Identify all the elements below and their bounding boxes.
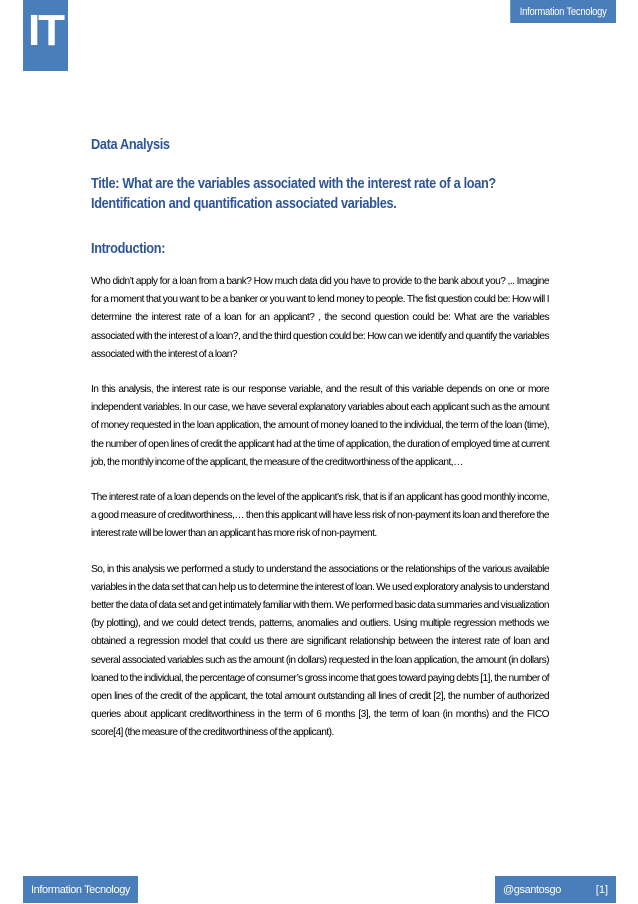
introduction-heading: Introduction: (91, 241, 166, 257)
paragraph: The interest rate of a loan depends on the level of the applicant’s risk, that is if an applicant has good monthly income, a good measure of creditworthiness,… then this applicant will have less risk of non-payment its loan and therefore the interest rate will be lower than an applicant has more risk of non-payment. (91, 492, 549, 540)
paragraph: In this analysis, the interest rate is our response variable, and the result of this variable depends on one or more independent variables. In our case, we have several explanatory variables about each applicant such as the amount of money requested in the loan application, the amount of money loaned to the individual, the term of the loan (time), the number of open lines of credit the applicant had at the time of application, the duration of employed time at current job, the monthly income of the applicant, the measure of the creditworthiness of the applicant,… (91, 384, 549, 468)
paragraph: So, in this analysis we performed a study to understand the associations or the relationships of the various available variables in the data set that can help us to determine the interest of loan. We used exploratory analysis to understand better the data of data set and get intimately familiar with them. We performed basic data summaries and visualization (by plotting), and we could detect trends, patterns, anomalies and outliers. Using multiple regression methods we obtained a regression model that could us there are significant relationship between the interest rate of loan and several associated variables such as the amount (in dollars) requested in the loan application, the amount (in dollars) loaned to the individual, the percentage of consumer’s gross income that goes toward paying debts [1], the number of open lines of the credit of the applicant, the total amount outstanding all lines of credit [2], the number of authorized queries about applicant creditworthiness in the term of 6 months [3], the term of loan (in months) and the FICO score[4] (the measure of the creditworthiness of the applicant). (91, 563, 549, 739)
logo: IT (23, 0, 68, 71)
paragraph: Who didn’t apply for a loan from a bank? How much data did you have to provide to the bank about you? ,.. Imagine for a moment that you want to be a banker or you want to lend money to people. The fist question could be: How will I determine the interest rate of a loan for an applicant? , the second question could be: What are the variables associated with the interest of a loan?, and the third question could be: How can we identify and quantify the variables associated with the interest of a loan? (91, 276, 549, 360)
document-title-line-1: Title: What are the variables associated with the interest rate of a loan? (91, 176, 496, 192)
document-body (91, 135, 549, 760)
section-title: Data Analysis (91, 137, 170, 153)
document-title-line-2: Identification and quantification associated variables. (91, 196, 397, 212)
footer-label: Information Tecnology (23, 876, 138, 903)
footer-info (495, 876, 616, 903)
footer-handle: @gsantosgo (503, 884, 561, 896)
header-tab-label: Information Tecnology (510, 0, 616, 23)
page-number: [1] (595, 884, 608, 896)
